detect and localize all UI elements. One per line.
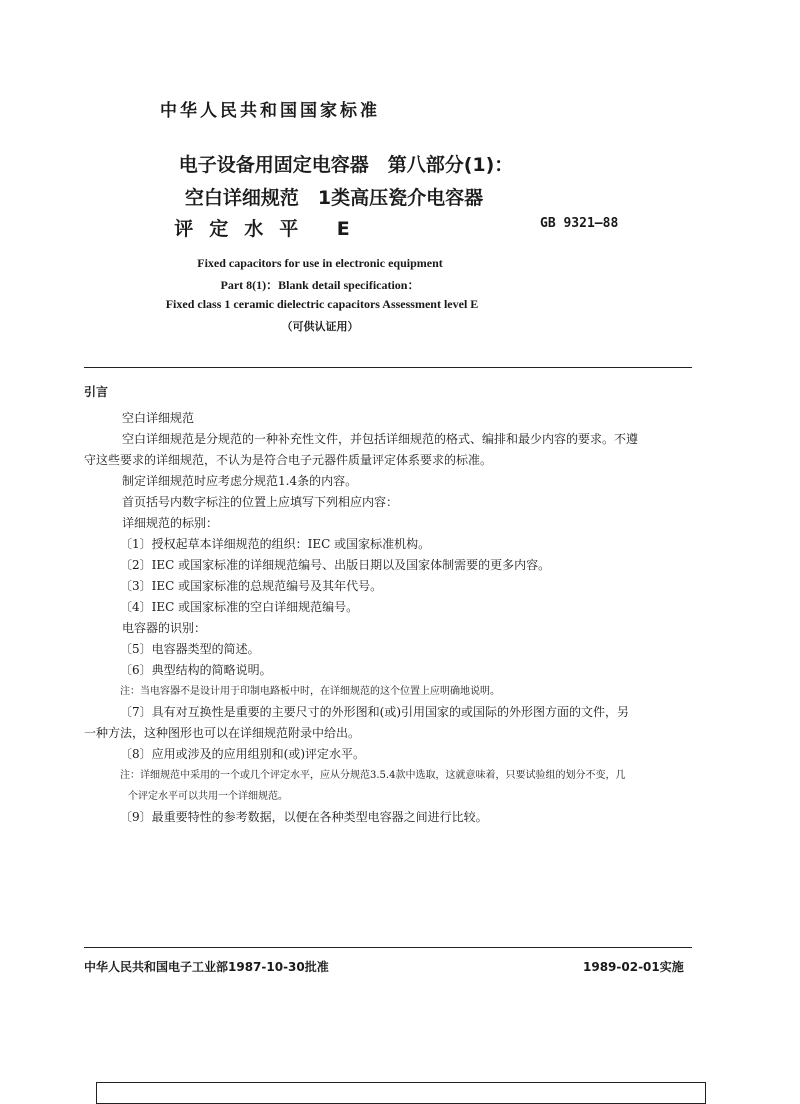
approval-statement: 中华人民共和国电子工业部1987-10-30批准 xyxy=(84,960,329,974)
chinese-title-line-3: 评定水平 E xyxy=(174,218,366,240)
body-line: 制定详细规范时应考虑分规范1.4条的内容。 xyxy=(122,474,358,488)
body-line: 〔5〕电容器类型的简述。 xyxy=(120,642,260,656)
header-divider xyxy=(84,367,692,368)
body-line: 〔7〕具有对互换性是重要的主要尺寸的外形图和(或)引用国家的或国际的外形图方面的文件，另 xyxy=(120,705,630,719)
body-line: 〔9〕最重要特性的参考数据，以便在各种类型电容器之间进行比较。 xyxy=(120,810,488,824)
body-line: 〔8〕应用或涉及的应用组别和(或)评定水平。 xyxy=(120,747,365,761)
body-line: 守这些要求的详细规范，不认为是符合电子元器件质量评定体系要求的标准。 xyxy=(84,453,493,467)
implementation-date: 1989-02-01实施 xyxy=(583,960,684,974)
body-line: 〔6〕典型结构的简略说明。 xyxy=(120,663,272,677)
body-line: 〔4〕IEC 或国家标准的空白详细规范编号。 xyxy=(120,600,359,614)
body-line: 详细规范的标别： xyxy=(122,516,219,530)
body-line: 〔3〕IEC 或国家标准的总规范编号及其年代号。 xyxy=(120,579,383,593)
body-line: 〔2〕IEC 或国家标准的详细规范编号、出版日期以及国家体制需要的更多内容。 xyxy=(120,558,551,572)
chinese-title-line-1: 电子设备用固定电容器 第八部分(1)： xyxy=(178,154,514,176)
body-line: 〔1〕授权起草本详细规范的组织：IEC 或国家标准机构。 xyxy=(120,537,431,551)
body-text xyxy=(84,408,696,828)
note-line: 注：当电容器不是设计用于印制电路板中时，在详细规范的这个位置上应明确地说明。 xyxy=(120,686,500,697)
chinese-title-line-2: 空白详细规范 1类高压瓷介电容器 xyxy=(184,187,484,209)
body-line: 电容器的识别： xyxy=(122,621,207,635)
body-line: 空白详细规范是分规范的一种补充性文件，并包括详细规范的格式、编排和最少内容的要求。不遵 xyxy=(122,432,639,446)
standard-number: GB 9321—88 xyxy=(540,216,619,231)
section-heading: 引言 xyxy=(84,385,109,399)
note-line: 个评定水平可以共用一个详细规范。 xyxy=(128,791,288,802)
body-line: 一种方法，这种图形也可以在详细规范附录中给出。 xyxy=(84,726,361,740)
footer-divider xyxy=(84,947,692,948)
note-line: 注：详细规范中采用的一个或几个评定水平，应从分规范3.5.4款中选取，这就意味着，只要试验组的划分不变，几 xyxy=(120,770,626,781)
english-title-line-2: Part 8(1)：Blank detail specification： xyxy=(220,278,420,292)
body-line: 首页括号内数字标注的位置上应填写下列相应内容： xyxy=(122,495,399,509)
english-title-line-1: Fixed capacitors for use in electronic equipment xyxy=(197,256,443,270)
certification-note: （可供认证用） xyxy=(281,320,359,333)
next-page-frame xyxy=(96,1082,706,1104)
issuing-organization: 中华人民共和国国家标准 xyxy=(160,101,380,121)
english-title-line-3: Fixed class 1 ceramic dielectric capacitors Assessment level E xyxy=(165,297,479,311)
body-line: 空白详细规范 xyxy=(122,411,195,425)
